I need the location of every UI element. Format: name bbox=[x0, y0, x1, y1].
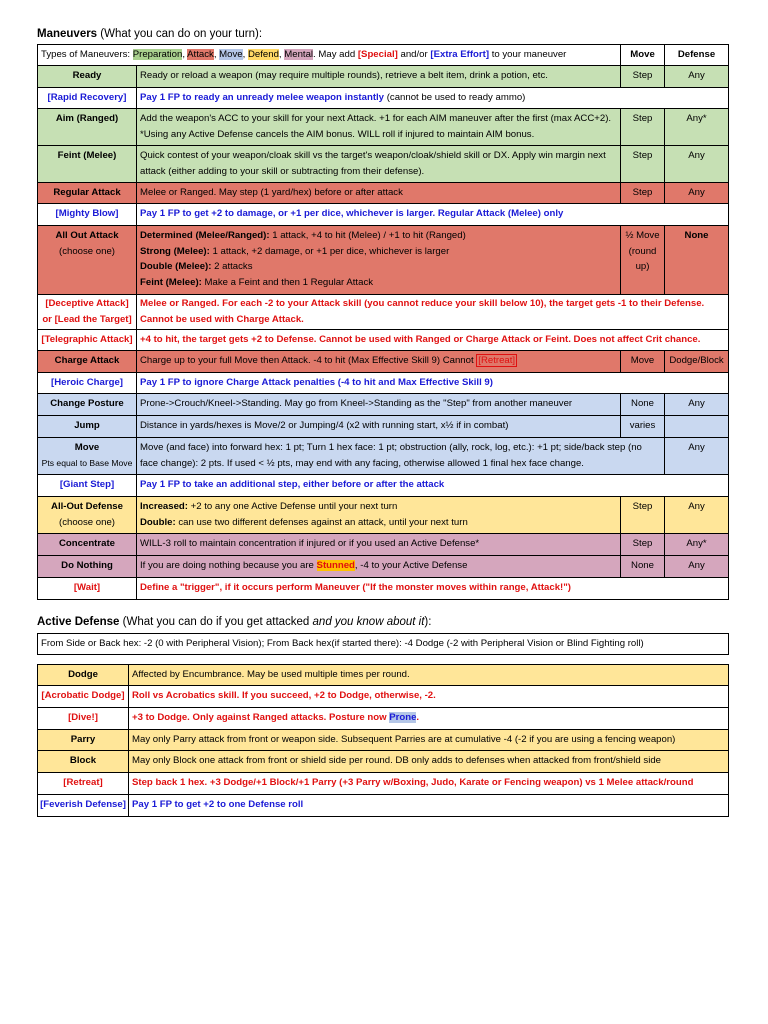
defense-spacer bbox=[38, 655, 729, 665]
row-regular-attack bbox=[38, 183, 729, 204]
maneuver-name: Concentrate bbox=[38, 534, 137, 556]
defense-desc: Step back 1 hex. +3 Dodge/+1 Block/+1 Parry (+3 Parry w/Boxing, Judo, Karate or Fencing weapon) vs 1 Melee attack/round bbox=[129, 773, 729, 795]
defense-note: From Side or Back hex: -2 (0 with Peripheral Vision); From Back hex(if started there): -4 Dodge (-2 with Peripheral Vision or Blind Fighting roll) bbox=[38, 634, 729, 655]
maneuver-desc: Pay 1 FP to take an additional step, either before or after the attack bbox=[137, 475, 729, 497]
defense-desc: May only Block one attack from front or shield side per round. DB only adds to defenses when attacked from front/shield side bbox=[129, 751, 729, 773]
maneuver-move: ½ Move (round up) bbox=[621, 226, 665, 295]
row-charge-attack bbox=[38, 351, 729, 373]
maneuver-name: [Rapid Recovery] bbox=[38, 88, 137, 109]
defense-name: [Feverish Defense] bbox=[38, 795, 129, 817]
maneuver-defense: Any bbox=[665, 183, 729, 204]
row-all-out-attack bbox=[38, 226, 729, 295]
maneuver-name: Jump bbox=[38, 416, 137, 438]
maneuver-name: [Wait] bbox=[38, 578, 137, 600]
maneuver-name: Change Posture bbox=[38, 394, 137, 416]
maneuver-desc: Pay 1 FP to ignore Charge Attack penalties (-4 to hit and Max Effective Skill 9) bbox=[137, 373, 729, 394]
defense-desc: Affected by Encumbrance. May be used multiple times per round. bbox=[129, 665, 729, 686]
maneuver-name: Regular Attack bbox=[38, 183, 137, 204]
type-preparation: Preparation bbox=[132, 49, 183, 60]
row-dodge bbox=[38, 665, 729, 686]
maneuver-desc: Pay 1 FP to ready an unready melee weapon instantly (cannot be used to ready ammo) bbox=[137, 88, 729, 109]
maneuver-desc: If you are doing nothing because you are Stunned, -4 to your Active Defense bbox=[137, 556, 621, 578]
defense-name: Parry bbox=[38, 730, 129, 751]
maneuver-defense: Any* bbox=[665, 534, 729, 556]
maneuver-defense: Any bbox=[665, 394, 729, 416]
active-defense-table bbox=[37, 633, 729, 817]
maneuver-defense: Any bbox=[665, 497, 729, 534]
row-aim bbox=[38, 109, 729, 146]
row-retreat bbox=[38, 773, 729, 795]
maneuver-move: Move bbox=[621, 351, 665, 373]
row-rapid-recovery bbox=[38, 88, 729, 109]
row-dive bbox=[38, 708, 729, 730]
row-wait bbox=[38, 578, 729, 600]
maneuver-name: Do Nothing bbox=[38, 556, 137, 578]
maneuver-desc: Melee or Ranged. For each -2 to your Attack skill (you cannot reduce your skill below 10), the target gets -1 to their Defense. Cannot be used with Charge Attack. bbox=[137, 295, 729, 330]
special-label: [Special] bbox=[357, 49, 398, 60]
defense-note-row bbox=[38, 634, 729, 655]
maneuver-defense: Dodge/Block bbox=[665, 351, 729, 373]
defense-desc: Roll vs Acrobatics skill. If you succeed, +2 to Dodge, otherwise, -2. bbox=[129, 686, 729, 708]
row-move bbox=[38, 438, 729, 475]
row-all-out-defense bbox=[38, 497, 729, 534]
maneuver-name: [Mighty Blow] bbox=[38, 204, 137, 226]
maneuver-name: Move Pts equal to Base Move bbox=[38, 438, 137, 475]
row-parry bbox=[38, 730, 729, 751]
defense-name: [Retreat] bbox=[38, 773, 129, 795]
maneuver-name: Charge Attack bbox=[38, 351, 137, 373]
row-ready bbox=[38, 66, 729, 88]
active-defense-title: Active Defense bbox=[37, 616, 120, 628]
row-feint bbox=[38, 146, 729, 183]
maneuver-types: Types of Maneuvers: Preparation, Attack, Move, Defend, Mental. May add [Special] and/or [Extra Effort] to your maneuver bbox=[38, 45, 621, 66]
defense-name: [Dive!] bbox=[38, 708, 129, 730]
maneuver-move: Step bbox=[621, 497, 665, 534]
stunned-label: Stunned bbox=[316, 560, 355, 571]
maneuvers-table bbox=[37, 44, 729, 600]
extra-effort-label: [Extra Effort] bbox=[430, 49, 490, 60]
row-jump bbox=[38, 416, 729, 438]
row-giant-step bbox=[38, 475, 729, 497]
maneuver-name: [Giant Step] bbox=[38, 475, 137, 497]
maneuver-name: Feint (Melee) bbox=[38, 146, 137, 183]
maneuver-desc: Determined (Melee/Ranged): 1 attack, +4 to hit (Melee) / +1 to hit (Ranged) Strong (Melee): 1 attack, +2 damage, or +1 per dice, whichever is larger Double (Melee): 2 attacks Feint (Melee): Make a Feint and then 1 Regular Attack bbox=[137, 226, 621, 295]
retreat-tag: [Retreat] bbox=[478, 355, 516, 366]
row-concentrate bbox=[38, 534, 729, 556]
maneuver-defense: Any* bbox=[665, 109, 729, 146]
maneuver-desc: Move (and face) into forward hex: 1 pt; Turn 1 hex face: 1 pt; obstruction (ally, rock, log, etc.): +1 pt; side/back step (no face change): 2 pts. If used < ½ pts, may end with any facing, otherwise allowed 1 final hex face change. bbox=[137, 438, 665, 475]
type-attack: Attack bbox=[187, 49, 214, 60]
maneuver-move: Step bbox=[621, 109, 665, 146]
maneuver-desc: Ready or reload a weapon (may require multiple rounds), retrieve a belt item, drink a potion, etc. bbox=[137, 66, 621, 88]
maneuver-move: Step bbox=[621, 66, 665, 88]
row-feverish-defense bbox=[38, 795, 729, 817]
row-change-posture bbox=[38, 394, 729, 416]
maneuver-desc: Distance in yards/hexes is Move/2 or Jumping/4 (x2 with running start, x½ if in combat) bbox=[137, 416, 621, 438]
maneuver-desc: Prone->Crouch/Kneel->Standing. May go from Kneel->Standing as the "Step" from another maneuver bbox=[137, 394, 621, 416]
defense-desc: May only Parry attack from front or weapon side. Subsequent Parries are at cumulative -4 (-2 if you are using a fencing weapon) bbox=[129, 730, 729, 751]
maneuvers-title: Maneuvers bbox=[37, 28, 98, 40]
maneuver-name: [Deceptive Attack] or [Lead the Target] bbox=[38, 295, 137, 330]
col-move-header: Move bbox=[621, 45, 665, 66]
active-defense-heading: Active Defense (What you can do if you get attacked and you know about it): bbox=[37, 616, 432, 628]
type-defend: Defend bbox=[247, 49, 279, 60]
defense-name: [Acrobatic Dodge] bbox=[38, 686, 129, 708]
maneuver-desc: Melee or Ranged. May step (1 yard/hex) before or after attack bbox=[137, 183, 621, 204]
maneuver-defense: Any bbox=[665, 438, 729, 475]
prone-label: Prone bbox=[389, 712, 417, 723]
maneuver-desc: Quick contest of your weapon/cloak skill vs the target's weapon/cloak/shield skill or DX. Apply win margin next attack (either adding to your skill or subtracting from their defense). bbox=[137, 146, 621, 183]
types-row bbox=[38, 45, 729, 66]
maneuver-desc: Pay 1 FP to get +2 to damage, or +1 per dice, whichever is larger. Regular Attack (Melee) only bbox=[137, 204, 729, 226]
maneuver-defense: Any bbox=[665, 556, 729, 578]
maneuver-name: [Telegraphic Attack] bbox=[38, 330, 137, 351]
type-mental: Mental bbox=[284, 49, 314, 60]
maneuver-desc: Define a "trigger", if it occurs perform Maneuver ("If the monster moves within range, Attack!") bbox=[137, 578, 729, 600]
row-do-nothing bbox=[38, 556, 729, 578]
maneuver-name: [Heroic Charge] bbox=[38, 373, 137, 394]
col-defense-header: Defense bbox=[665, 45, 729, 66]
maneuver-defense: Any bbox=[665, 66, 729, 88]
row-mighty-blow bbox=[38, 204, 729, 226]
defense-name: Dodge bbox=[38, 665, 129, 686]
maneuver-name: All-Out Defense (choose one) bbox=[38, 497, 137, 534]
maneuver-name: All Out Attack (choose one) bbox=[38, 226, 137, 295]
maneuvers-heading bbox=[37, 28, 262, 40]
maneuver-name: Ready bbox=[38, 66, 137, 88]
maneuver-move: Step bbox=[621, 146, 665, 183]
defense-desc: Pay 1 FP to get +2 to one Defense roll bbox=[129, 795, 729, 817]
maneuver-move: None bbox=[621, 394, 665, 416]
maneuver-desc: Increased: +2 to any one Active Defense until your next turn Double: can use two different defenses against an attack, until your next turn bbox=[137, 497, 621, 534]
defense-desc: +3 to Dodge. Only against Ranged attacks. Posture now Prone. bbox=[129, 708, 729, 730]
row-deceptive-attack bbox=[38, 295, 729, 330]
row-block bbox=[38, 751, 729, 773]
maneuver-desc: WILL-3 roll to maintain concentration if injured or if you used an Active Defense* bbox=[137, 534, 621, 556]
maneuver-move: Step bbox=[621, 534, 665, 556]
row-heroic-charge bbox=[38, 373, 729, 394]
maneuver-desc: Charge up to your full Move then Attack. -4 to hit (Max Effective Skill 9) Cannot [Retreat] bbox=[137, 351, 621, 373]
maneuver-move: Step bbox=[621, 183, 665, 204]
defense-name: Block bbox=[38, 751, 129, 773]
row-telegraphic-attack bbox=[38, 330, 729, 351]
type-move: Move bbox=[219, 49, 243, 60]
maneuvers-subtitle: (What you can do on your turn): bbox=[97, 28, 263, 40]
maneuver-defense bbox=[665, 416, 729, 438]
maneuver-defense: None bbox=[665, 226, 729, 295]
row-acrobatic-dodge bbox=[38, 686, 729, 708]
maneuver-desc: +4 to hit, the target gets +2 to Defense. Cannot be used with Ranged or Charge Attack or Feint. Does not affect Crit chance. bbox=[137, 330, 729, 351]
maneuver-move: None bbox=[621, 556, 665, 578]
maneuver-name: Aim (Ranged) bbox=[38, 109, 137, 146]
maneuver-desc: Add the weapon's ACC to your skill for your next Attack. +1 for each AIM maneuver after the first (max ACC+2). *Using any Active Defense cancels the AIM bonus. WILL roll if injured to maintain AIM bonus. bbox=[137, 109, 621, 146]
maneuver-move: varies bbox=[621, 416, 665, 438]
maneuver-defense: Any bbox=[665, 146, 729, 183]
